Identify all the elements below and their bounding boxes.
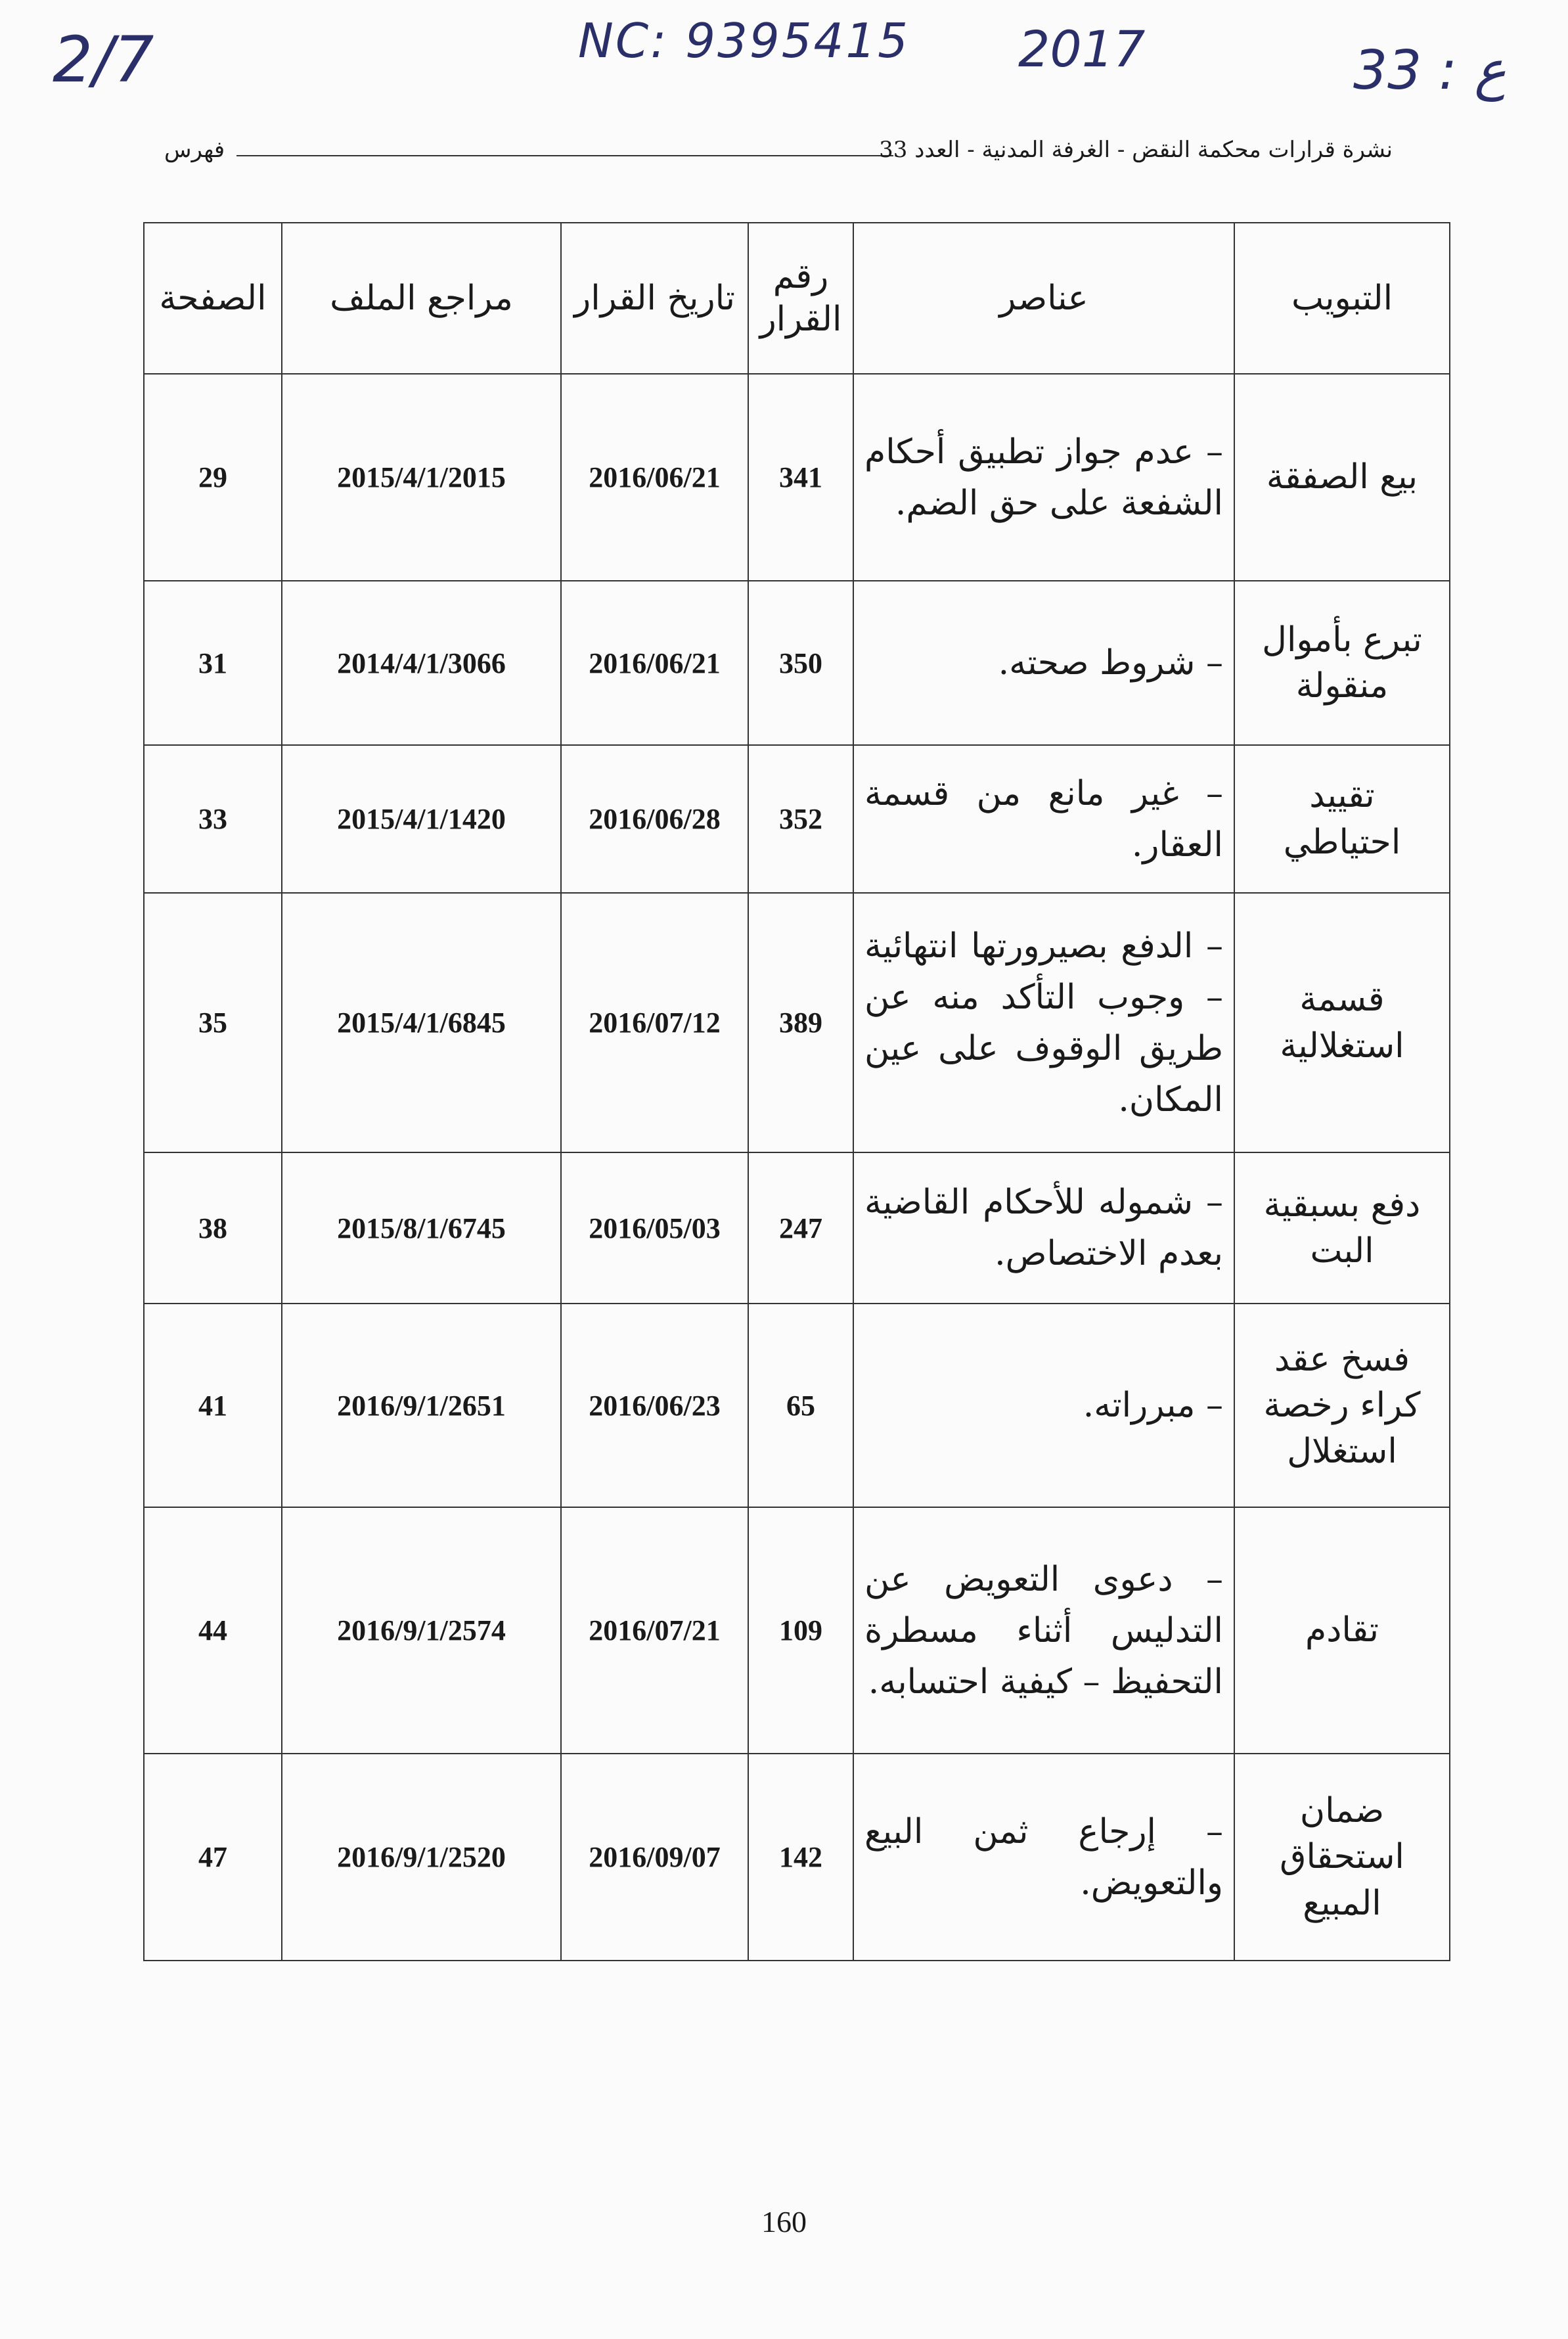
cell-elements: – إرجاع ثمن البيع والتعويض. [853,1754,1234,1961]
cell-elements: – شروط صحته. [853,581,1234,745]
cell-decision-date: 2016/06/23 [561,1304,748,1507]
handwritten-issue: 33 : ع [1353,39,1507,102]
handwritten-fraction: 2/7 [53,23,154,97]
cell-category: ضمان استحقاق المبيع [1234,1754,1450,1961]
cell-decision-date: 2016/09/07 [561,1754,748,1961]
table-row [144,745,1450,893]
cell-file-ref: 2016/9/1/2651 [282,1304,561,1507]
cell-page: 41 [144,1304,282,1507]
table-row [144,374,1450,581]
cell-decision-number: 389 [748,893,853,1152]
cell-category: تقادم [1234,1507,1450,1754]
cell-file-ref: 2016/9/1/2520 [282,1754,561,1961]
index-table [143,222,1450,1961]
table-row [144,1304,1450,1507]
cell-elements: – شموله للأحكام القاضية بعدم الاختصاص. [853,1152,1234,1304]
cell-file-ref: 2014/4/1/3066 [282,581,561,745]
running-header [164,131,1393,171]
cell-elements: – الدفع بصيرورتها انتهائية – وجوب التأكد منه عن طريق الوقوف على عين المكان. [853,893,1234,1152]
table-header-row [144,223,1450,374]
cell-page: 38 [144,1152,282,1304]
table-row [144,1754,1450,1961]
header-file-ref: مراجع الملف [282,223,561,374]
cell-page: 35 [144,893,282,1152]
handwritten-year: 2017 [1018,20,1146,78]
cell-decision-number: 142 [748,1754,853,1961]
cell-decision-number: 352 [748,745,853,893]
cell-page: 31 [144,581,282,745]
running-header-rule [236,155,893,156]
cell-page: 29 [144,374,282,581]
cell-decision-date: 2016/07/12 [561,893,748,1152]
cell-elements: – مبرراته. [853,1304,1234,1507]
cell-page: 47 [144,1754,282,1961]
running-header-title: نشرة قرارات محكمة النقض - الغرفة المدنية - العدد 33 [879,137,1393,163]
cell-decision-date: 2016/06/21 [561,374,748,581]
cell-page: 33 [144,745,282,893]
page-number: 160 [761,2205,807,2238]
running-header-section: فهرس [164,137,225,163]
cell-decision-number: 341 [748,374,853,581]
table-row [144,581,1450,745]
cell-category: فسخ عقد كراء رخصة استغلال [1234,1304,1450,1507]
table-row [144,1507,1450,1754]
cell-file-ref: 2015/4/1/2015 [282,374,561,581]
header-decision-date: تاريخ القرار [561,223,748,374]
cell-decision-date: 2016/05/03 [561,1152,748,1304]
cell-decision-number: 350 [748,581,853,745]
cell-category: بيع الصفقة [1234,374,1450,581]
cell-decision-number: 65 [748,1304,853,1507]
table-row [144,893,1450,1152]
cell-file-ref: 2015/4/1/1420 [282,745,561,893]
cell-decision-number: 247 [748,1152,853,1304]
header-decision-number: رقم القرار [748,223,853,374]
cell-file-ref: 2015/4/1/6845 [282,893,561,1152]
cell-elements: – غير مانع من قسمة العقار. [853,745,1234,893]
cell-decision-date: 2016/07/21 [561,1507,748,1754]
table-body [144,374,1450,1961]
cell-decision-date: 2016/06/28 [561,745,748,893]
handwritten-nc-number: NC: 9395415 [578,13,910,68]
table-row [144,1152,1450,1304]
cell-category: قسمة استغلالية [1234,893,1450,1152]
cell-category: دفع بسبقية البت [1234,1152,1450,1304]
cell-file-ref: 2015/8/1/6745 [282,1152,561,1304]
header-page: الصفحة [144,223,282,374]
header-category: التبويب [1234,223,1450,374]
cell-elements: – عدم جواز تطبيق أحكام الشفعة على حق الضم. [853,374,1234,581]
cell-page: 44 [144,1507,282,1754]
cell-elements: – دعوى التعويض عن التدليس أثناء مسطرة التحفيظ – كيفية احتسابه. [853,1507,1234,1754]
cell-decision-date: 2016/06/21 [561,581,748,745]
cell-decision-number: 109 [748,1507,853,1754]
cell-file-ref: 2016/9/1/2574 [282,1507,561,1754]
header-elements: عناصر [853,223,1234,374]
cell-category: تقييد احتياطي [1234,745,1450,893]
cell-category: تبرع بأموال منقولة [1234,581,1450,745]
